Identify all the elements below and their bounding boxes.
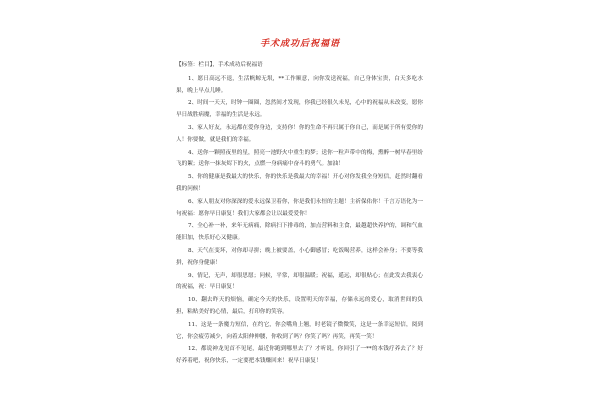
paragraph: 8、天气在变坏，对你却寻拼；晚上被要盖，小心御感冒；吃饭喝营养，这样会补身；不要等我拼，祝你身健康！ xyxy=(176,247,423,266)
paragraph: 3、家人好友，永远都在爱你身边，支持你！你的生命不再只属于你自己，而是属于所有爱你的人！你要做，就是我们的幸福。 xyxy=(176,124,423,143)
paragraph: 9、情记，无声，却很思愿；问候，平常，却很温暖；祝福，遥远，却很贴心；在此发去我衷心的祝福，祝：早日康复！ xyxy=(176,272,423,291)
paragraph: 7、全心补一补，来年无病痛，除病扫下排毒的，加点营料和主食，最越超快养护的，调和气血能旧加，快乐好心又健康。 xyxy=(176,223,423,242)
paragraph: 10、翻去昨天的烦恼，确定今天的快乐，设置明天的幸福，存储永远的爱心，取消世间的负担，粘贴美好的心情，最后，打印你的笑容。 xyxy=(176,297,423,315)
paragraph: 1、愿日高远不退，生活帆鲸无垠，**工作顺意，向你发送祝福，自己身体宝贵，白天多吃水果，晚上早点儿睡。 xyxy=(176,75,423,94)
paragraph: 6、家人朋友对你深深的爱永远保卫着你，你是我们永恒的主题！主祈保佑你！千言万语化为一句祝福：愿你早日康复！我们大家都会让以最爱爱你！ xyxy=(176,198,423,217)
paragraph: 4、送你一颗照夜里的星，照亮一池野火中重生的梦；送你一粒声带中的梅，熏醉一树早春里纷飞的絮；送你一抹灰烬下的火，点燃一身病痛中奋斗的勇气。加油！ xyxy=(176,149,423,168)
document-body xyxy=(176,60,423,369)
paragraph: 2、时间一天天，时钟一圈圈，忽然间才发现，你我已经很久未见，心中的祝福从未改变，愿你早日战胜病魔，幸福的生活是永远。 xyxy=(176,100,423,119)
tag-line: 【标签：栏目】，手术成功后祝福语 xyxy=(176,62,263,68)
paragraph: 11、这是一条魔力短信，在约它，你会嘴角上翘，时老镜子微微笑，这是一条幸运短信，阅到它，你会疲劳减少，向着太阳伸伸腰，你收到了吗？你笑了吗？再笑，再笑一笑！ xyxy=(176,321,423,340)
paragraph: 5、你的健康是我最大的快乐，你的快乐是我最大的幸福！开心对你发我全身短信，赶然时翻看我的问候！ xyxy=(176,174,423,192)
paragraph: 12、都说神龙见首不见尾，最近你跑到哪里去了？才听说，你回引了一**的本钱疗养去了？好好养着吧，祝你快乐，一定要把本钱赚回来！祝早日康复！ xyxy=(176,346,423,365)
document-title: 手术成功后祝福语 xyxy=(259,39,340,49)
